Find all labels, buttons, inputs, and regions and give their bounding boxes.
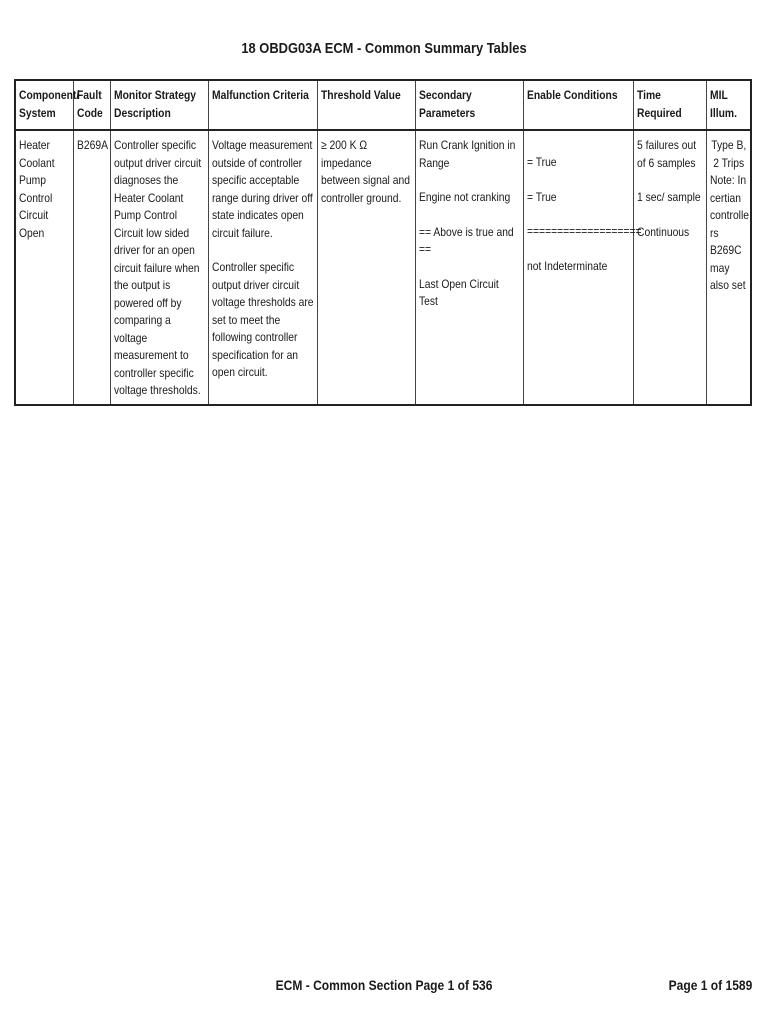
footer-page-number: Page 1 of 1589 [668, 977, 752, 993]
document-title: 18 OBDG03A ECM - Common Summary Tables [241, 40, 527, 57]
header-threshold-value: Threshold Value [317, 80, 415, 130]
time-required-3: Continuous [636, 224, 689, 239]
cell-component: Heater Coolant Pump Control Circuit Open [15, 130, 73, 405]
secondary-param-2: Engine not cranking [418, 190, 510, 204]
summary-table [14, 79, 752, 406]
malfunction-paragraph-1: Voltage measurement outside of controller specific acceptable range during driver off state indicates open circuit failure. [211, 138, 313, 240]
table-row [15, 130, 751, 405]
header-secondary-parameters: Secondary Parameters [415, 80, 523, 130]
header-enable-conditions: Enable Conditions [523, 80, 633, 130]
header-mil-illum: MIL Illum. [706, 80, 751, 130]
time-required-2: 1 sec/ sample [636, 190, 701, 204]
mil-type: Type B, 2 Trips [710, 138, 746, 170]
mil-note: Note: In certian controlle rs B269C may also set [709, 173, 749, 292]
header-malfunction-criteria: Malfunction Criteria [208, 80, 317, 130]
time-required-1: 5 failures out of 6 samples [636, 138, 696, 170]
enable-condition-4: not Indeterminate [526, 258, 607, 273]
header-monitor-strategy: Monitor Strategy Description [110, 80, 208, 130]
header-component: Component/ System [15, 80, 73, 130]
footer-section-page: ECM - Common Section Page 1 of 536 [275, 977, 493, 993]
secondary-param-1: Run Crank Ignition in Range [418, 138, 515, 170]
table-header-row [15, 80, 751, 130]
header-fault-code: Fault Code [73, 80, 110, 130]
enable-condition-3: =================== [526, 224, 642, 238]
enable-condition-1: = True [526, 155, 557, 169]
cell-monitor-strategy: Controller specific output driver circuit diagnoses the Heater Coolant Pump Control Circuit low sided driver for an open circuit failure when the output is powered off by comparing a voltage measurement to controller specific voltage thresholds. [110, 130, 208, 405]
cell-fault-code: B269A [73, 130, 110, 405]
cell-malfunction-criteria [208, 130, 317, 405]
secondary-param-4: Last Open Circuit Test [418, 276, 499, 308]
cell-time-required [633, 130, 706, 405]
cell-secondary-parameters [415, 130, 523, 405]
enable-condition-2: = True [526, 189, 557, 204]
malfunction-paragraph-2: Controller specific output driver circuit voltage thresholds are set to meet the following controller specification for an open circuit. [211, 260, 314, 379]
cell-threshold-value: ≥ 200 K Ω impedance between signal and controller ground. [317, 130, 415, 405]
cell-enable-conditions [523, 130, 642, 405]
secondary-param-3: == Above is true and == [418, 224, 514, 256]
cell-mil-illum [706, 130, 751, 405]
header-time-required: Time Required [633, 80, 706, 130]
